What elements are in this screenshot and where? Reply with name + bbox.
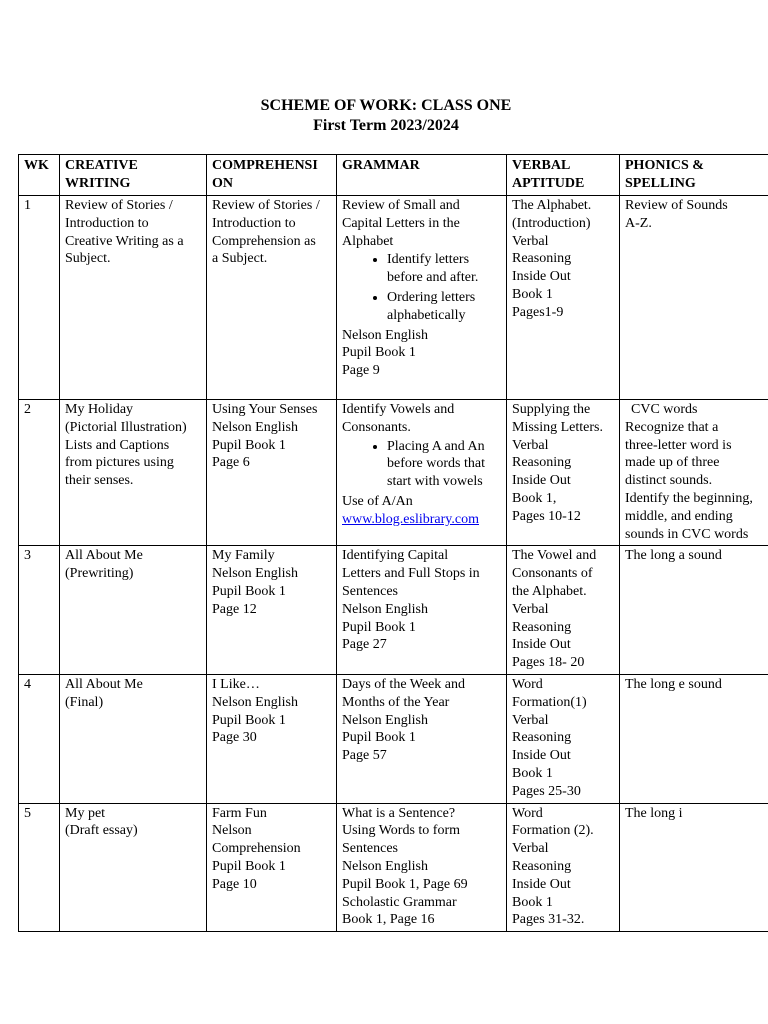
creative-writing-cell [60, 196, 207, 400]
comprehension-cell [207, 803, 337, 932]
cell-line: Pupil Book 1, Page 69 [342, 876, 468, 892]
cell-line: Pupil Book 1 [342, 730, 416, 746]
cell-line: Verbal [512, 841, 549, 857]
cell-line: Identifying Capital [342, 548, 449, 564]
phonics-spelling-cell [620, 674, 768, 803]
cell-line: Review of Sounds [625, 198, 728, 213]
cell-line: Consonants of [512, 566, 593, 582]
creative-writing-cell [60, 803, 207, 932]
comprehension-cell [207, 674, 337, 803]
week-number-cell: 4 [19, 674, 60, 803]
cell-line: middle, and ending [625, 508, 733, 524]
cell-line: Review of Stories / [212, 198, 320, 213]
week-number-cell: 3 [19, 546, 60, 675]
cell-line: Nelson English [212, 694, 298, 710]
cell-line: Page 57 [342, 748, 387, 764]
phonics-spelling-cell [620, 803, 768, 932]
cell-line: Pupil Book 1 [342, 345, 416, 361]
cell-line: Reasoning [512, 619, 572, 635]
cell-line: (Pictorial Illustration) [65, 419, 187, 435]
header-text: APTITUDE [512, 176, 585, 191]
cell-line: Pages 10-12 [512, 508, 581, 524]
cell-line: What is a Sentence? [342, 805, 456, 821]
creative-writing-cell [60, 400, 207, 546]
cell-line: The long i [625, 805, 683, 821]
list-item: • Ordering letters alphabetically [387, 289, 501, 325]
cell-line: Nelson English [212, 566, 298, 582]
cell-line: Pages1-9 [512, 304, 564, 320]
cell-line: The Vowel and [512, 548, 597, 564]
list-item: • Identify letters before and after. [387, 251, 501, 287]
grammar-bullet-list [342, 251, 501, 324]
header-text: ON [212, 176, 233, 191]
cell-line: Verbal [512, 233, 549, 249]
document-title: SCHEME OF WORK: CLASS ONE [260, 97, 512, 114]
cell-line: Page 27 [342, 637, 387, 653]
cell-line: Consonants. [342, 419, 411, 435]
cell-line: their senses. [65, 473, 134, 489]
cell-line: A-Z. [625, 215, 652, 231]
cell-line: Book 1 [512, 286, 553, 302]
cell-line: The long a sound [625, 548, 722, 564]
cell-line: Page 12 [212, 601, 257, 617]
cell-line: a Subject. [212, 251, 268, 267]
comprehension-cell [207, 196, 337, 400]
cell-line: CVC words [631, 402, 698, 417]
cell-line: Nelson English [342, 601, 428, 617]
cell-line: Reasoning [512, 730, 572, 746]
cell-line: Comprehension [212, 841, 301, 857]
cell-line: Days of the Week and [342, 676, 466, 692]
creative-writing-cell [60, 546, 207, 675]
cell-line: Inside Out [512, 637, 571, 653]
cell-line: Book 1, [512, 490, 557, 506]
cell-line: My pet [65, 805, 106, 821]
cell-line: Alphabet [342, 233, 394, 249]
cell-line: Nelson English [342, 712, 428, 728]
cell-line: Page 30 [212, 730, 257, 746]
cell-line: (Prewriting) [65, 566, 134, 582]
cell-line: My Holiday [65, 402, 134, 417]
header-text: COMPREHENSI [212, 158, 318, 173]
cell-line: Introduction to [212, 215, 296, 231]
header-text: WRITING [65, 176, 131, 191]
cell-line: Using Your Senses [212, 402, 318, 417]
cell-line: Farm Fun [212, 805, 267, 821]
header-verbal-aptitude [507, 155, 620, 196]
header-text: PHONICS & [625, 158, 704, 173]
header-text: VERBAL [512, 158, 571, 173]
cell-line: The Alphabet. [512, 198, 592, 213]
cell-line: Reasoning [512, 455, 572, 471]
cell-line: Verbal [512, 437, 549, 453]
cell-line: Sentences [342, 583, 398, 599]
verbal-aptitude-cell [507, 546, 620, 675]
grammar-cell [337, 196, 507, 400]
cell-line: (Final) [65, 694, 104, 710]
phonics-spelling-cell [620, 196, 768, 400]
cell-line: Verbal [512, 712, 549, 728]
cell-line: Supplying the [512, 402, 591, 417]
cell-line: Formation (2). [512, 823, 594, 839]
cell-line: Page 9 [342, 363, 380, 379]
cell-line: Word [512, 805, 543, 821]
verbal-aptitude-cell [507, 400, 620, 546]
phonics-spelling-cell [620, 400, 768, 546]
header-creative-writing [60, 155, 207, 196]
cell-line: Scholastic Grammar [342, 894, 457, 910]
phonics-spelling-cell [620, 546, 768, 675]
cell-line: (Draft essay) [65, 823, 138, 839]
document-subtitle: First Term 2023/2024 [313, 117, 459, 134]
cell-line: Missing Letters. [512, 419, 603, 435]
cell-line: Nelson [212, 823, 252, 839]
cell-line: All About Me [65, 676, 143, 692]
cell-line: Subject. [65, 251, 111, 267]
cell-line: Reasoning [512, 251, 572, 267]
cell-line: Pupil Book 1 [212, 437, 286, 453]
comprehension-cell [207, 400, 337, 546]
cell-line: (Introduction) [512, 215, 591, 231]
cell-line: I Like… [212, 676, 260, 692]
verbal-aptitude-cell [507, 674, 620, 803]
cell-line: My Family [212, 548, 275, 564]
cell-line: Pupil Book 1 [212, 712, 286, 728]
cell-line: Pages 25-30 [512, 783, 581, 799]
table-row [19, 196, 768, 400]
cell-line: Identify Vowels and [342, 402, 455, 417]
cell-line: Capital Letters in the [342, 215, 460, 231]
cell-line: from pictures using [65, 455, 174, 471]
grammar-bullet-list [342, 438, 501, 491]
list-item: • Placing A and An before words that start with vowels [387, 438, 501, 491]
table-header-row [19, 155, 768, 196]
cell-line: Pupil Book 1 [212, 583, 286, 599]
verbal-aptitude-cell [507, 196, 620, 400]
cell-line: Lists and Captions [65, 437, 170, 453]
cell-line: made up of three [625, 455, 720, 471]
table-row [19, 400, 768, 546]
comprehension-cell [207, 546, 337, 675]
cell-line: All About Me [65, 548, 143, 564]
cell-line: Creative Writing as a [65, 233, 184, 249]
table-row [19, 546, 768, 675]
header-text: SPELLING [625, 176, 696, 191]
cell-line: Nelson English [212, 419, 298, 435]
header-grammar: GRAMMAR [337, 155, 507, 196]
cell-line: Nelson English [342, 327, 428, 343]
cell-line: Book 1 [512, 894, 553, 910]
cell-line: Reasoning [512, 858, 572, 874]
cell-line: Pages 31-32. [512, 912, 585, 928]
cell-line: Sentences [342, 841, 398, 857]
cell-line: Page 10 [212, 876, 257, 892]
cell-line: Letters and Full Stops in [342, 566, 480, 582]
cell-line: Review of Stories / [65, 198, 173, 213]
cell-line: sounds in CVC words [625, 526, 749, 542]
grammar-cell [337, 803, 507, 932]
cell-line: Nelson English [342, 858, 428, 874]
cell-line: Use of A/An [342, 493, 413, 509]
eslibrary-link[interactable]: www.blog.eslibrary.com [342, 511, 479, 527]
cell-line: Pupil Book 1 [212, 858, 286, 874]
cell-line: Book 1 [512, 765, 553, 781]
week-number-cell: 5 [19, 803, 60, 932]
cell-line: Pupil Book 1 [342, 619, 416, 635]
grammar-cell [337, 400, 507, 546]
cell-line: Months of the Year [342, 694, 450, 710]
cell-line: Inside Out [512, 876, 571, 892]
cell-line: Page 6 [212, 455, 250, 471]
cell-line: Review of Small and [342, 198, 460, 213]
table-row [19, 803, 768, 932]
cell-line: Recognize that a [625, 419, 719, 435]
cell-line: Using Words to form [342, 823, 461, 839]
header-comprehension [207, 155, 337, 196]
cell-line: Inside Out [512, 269, 571, 285]
cell-line: Verbal [512, 601, 549, 617]
cell-line: Inside Out [512, 473, 571, 489]
week-number-cell: 1 [19, 196, 60, 400]
cell-line: Introduction to [65, 215, 149, 231]
cell-line: Pages 18- 20 [512, 655, 585, 671]
cell-line: Word [512, 676, 543, 692]
cell-line: Comprehension as [212, 233, 316, 249]
scheme-of-work-table [18, 154, 768, 932]
creative-writing-cell [60, 674, 207, 803]
cell-line: Formation(1) [512, 694, 587, 710]
grammar-cell [337, 674, 507, 803]
cell-line: The long e sound [625, 676, 722, 692]
header-wk: WK [19, 155, 60, 196]
table-row [19, 674, 768, 803]
cell-line: Book 1, Page 16 [342, 912, 435, 928]
cell-line: three-letter word is [625, 437, 732, 453]
verbal-aptitude-cell [507, 803, 620, 932]
cell-line: Inside Out [512, 748, 571, 764]
week-number-cell: 2 [19, 400, 60, 546]
header-text: CREATIVE [65, 158, 138, 173]
grammar-cell [337, 546, 507, 675]
header-phonics-spelling [620, 155, 768, 196]
cell-line: Identify the beginning, [625, 490, 753, 506]
cell-line: distinct sounds. [625, 473, 713, 489]
cell-line: the Alphabet. [512, 583, 587, 599]
